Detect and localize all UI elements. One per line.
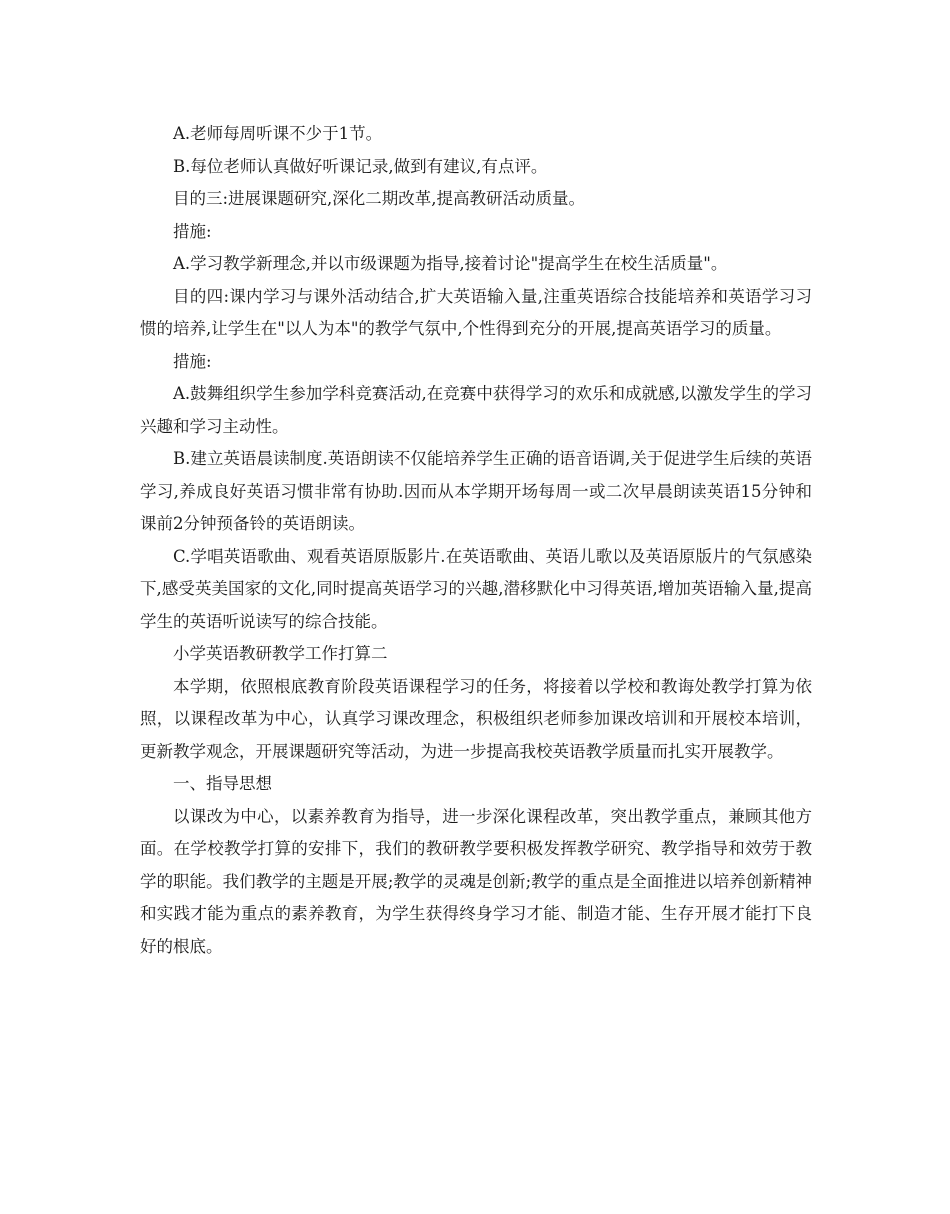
paragraph-listen-class-count: A.老师每周听课不少于1节。 (173, 124, 383, 143)
paragraph-measures-heading-1: 措施: (173, 221, 212, 241)
paragraph-guiding-ideology: 以课改为中心，以素养教育为指导，进一步深化课程改革，突出教学重点，兼顾其他方面。在学校教学打算的安排下，我们的教研教学要积极发挥教学研究、教学指导和效劳于教学的职能。我们教学的主题是开展;教学的灵魂是创新;教学的重点是全面推进以培养创新精神和实践才能为重点的素养教育，为学生获得终身学习才能、制造才能、生存开展才能打下良好的根底。 (140, 806, 812, 956)
paragraph-measure-b-morning-reading: B.建立英语晨读制度.英语朗读不仅能培养学生正确的语音语调,关于促进学生后续的英语学习,养成良好英语习惯非常有协助.因而从本学期开场每周一或二次早晨朗读英语15分钟和课前2分钟预备铃的英语朗读。 (140, 449, 812, 533)
paragraph-measure-a-concept: A.学习教学新理念,并以市级课题为指导,接着讨论"提高学生在校生活质量"。 (173, 254, 728, 273)
paragraph-goal-three: 目的三:进展课题研究,深化二期改革,提高教研活动质量。 (173, 189, 586, 208)
paragraph-semester-intro: 本学期，依照根底教育阶段英语课程学习的任务，将接着以学校和教诲处教学打算为依照，以课程改革为中心，认真学习课改理念，积极组织老师参加课改培训和开展校本培训，更新教学观念，开展课题研究等活动，为进一步提高我校英语教学质量而扎实开展教学。 (140, 676, 812, 761)
paragraph-measure-c-songs-films: C.学唱英语歌曲、观看英语原版影片.在英语歌曲、英语儿歌以及英语原版片的气氛感染下,感受英美国家的文化,同时提高英语学习的兴趣,潜移默化中习得英语,增加英语输入量,提高学生的英语听说读写的综合技能。 (140, 546, 812, 631)
document-body (140, 118, 812, 963)
paragraph-goal-four: 目的四:课内学习与课外活动结合,扩大英语输入量,注重英语综合技能培养和英语学习习惯的培养,让学生在"以人为本"的教学气氛中,个性得到充分的开展,提高英语学习的质量。 (140, 286, 812, 338)
heading-guiding-ideology: 一、指导思想 (173, 774, 272, 793)
paragraph-measure-a-competition: A.鼓舞组织学生参加学科竞赛活动,在竞赛中获得学习的欢乐和成就感,以激发学生的学习兴趣和学习主动性。 (140, 384, 812, 436)
paragraph-measures-heading-2: 措施: (173, 351, 212, 371)
paragraph-listen-class-record: B.每位老师认真做好听课记录,做到有建议,有点评。 (173, 156, 548, 176)
section-title-plan-two: 小学英语教研教学工作打算二 (173, 644, 388, 663)
